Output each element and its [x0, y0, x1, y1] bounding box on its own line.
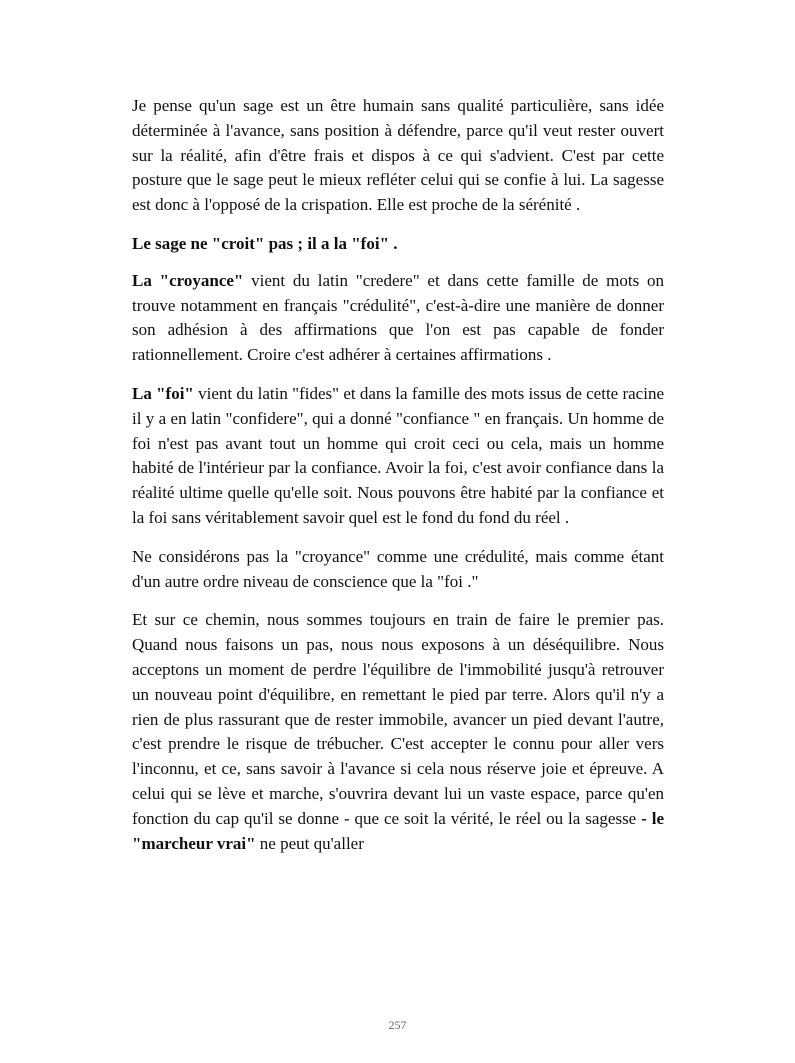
paragraph-croyance [132, 269, 664, 368]
paragraph-croyance-text: vient du latin "credere" et dans cette famille de mots on trouve notamment en français "crédulité", c'est-à-dire une manière de donner son adhésion à des affirmations que l'on est pas capable de fonder rationnellement. Croire c'est adhérer à certaines affirmations . [132, 270, 664, 365]
term-marcheur-vrai: - le "marcheur vrai" [132, 808, 665, 853]
paragraph-chemin [132, 608, 664, 856]
page-number: 257 [388, 1018, 407, 1032]
paragraph-chemin-text: Et sur ce chemin, nous sommes toujours en train de faire le premier pas. Quand nous faisons un pas, nous nous exposons à un déséquilibre. Nous acceptons un moment de perdre l'équilibre de l'immobilité jusqu'à retrouver un nouveau point d'équilibre, en remettant le pied par terre. Alors qu'il n'y a rien de plus rassurant que de rester immobile, avancer un pied devant l'autre, c'est prendre le risque de trébucher. C'est accepter le connu pour aller vers l'inconnu, et ce, sans savoir à l'avance si cela nous réserve joie et épreuve. A celui qui se lève et marche, s'ouvrira devant lui un vaste espace, parce qu'en fonction du cap qu'il se donne - que ce soit la vérité, le réel ou la sagesse [132, 610, 664, 828]
paragraph-foi [132, 382, 664, 531]
paragraph-chemin-end: ne peut qu'aller [255, 833, 364, 853]
paragraph-considerons: Ne considérons pas la "croyance" comme une crédulité, mais comme étant d'un autre ordre niveau de conscience que la "foi ." [132, 546, 664, 591]
term-foi: La "foi" [132, 383, 194, 403]
page-body [132, 94, 664, 856]
paragraph-foi-text: vient du latin "fides" et dans la famille des mots issus de cette racine il y a en latin "confidere", qui a donné "confiance " en français. Un homme de foi n'est pas avant tout un homme qui croit ceci ou cela, mais un homme habité de l'intérieur par la confiance. Avoir la foi, c'est avoir confiance dans la réalité ultime quelle qu'elle soit. Nous pouvons être habité par la confiance et la foi sans véritablement savoir quel est le fond du fond du réel . [132, 383, 664, 527]
paragraph-sage: Je pense qu'un sage est un être humain sans qualité particulière, sans idée déterminée à l'avance, sans position à défendre, parce qu'il veut rester ouvert sur la réalité, afin d'être frais et dispos à ce qui s'advient. C'est par cette posture que le sage peut le mieux refléter celui qui se confie à lui. La sagesse est donc à l'opposé de la crispation. Elle est proche de la sérénité . [132, 96, 664, 215]
heading-text: Le sage ne "croit" pas ; il a la "foi" . [132, 233, 398, 253]
term-croyance: La "croyance" [132, 270, 244, 290]
section-heading [132, 232, 664, 257]
